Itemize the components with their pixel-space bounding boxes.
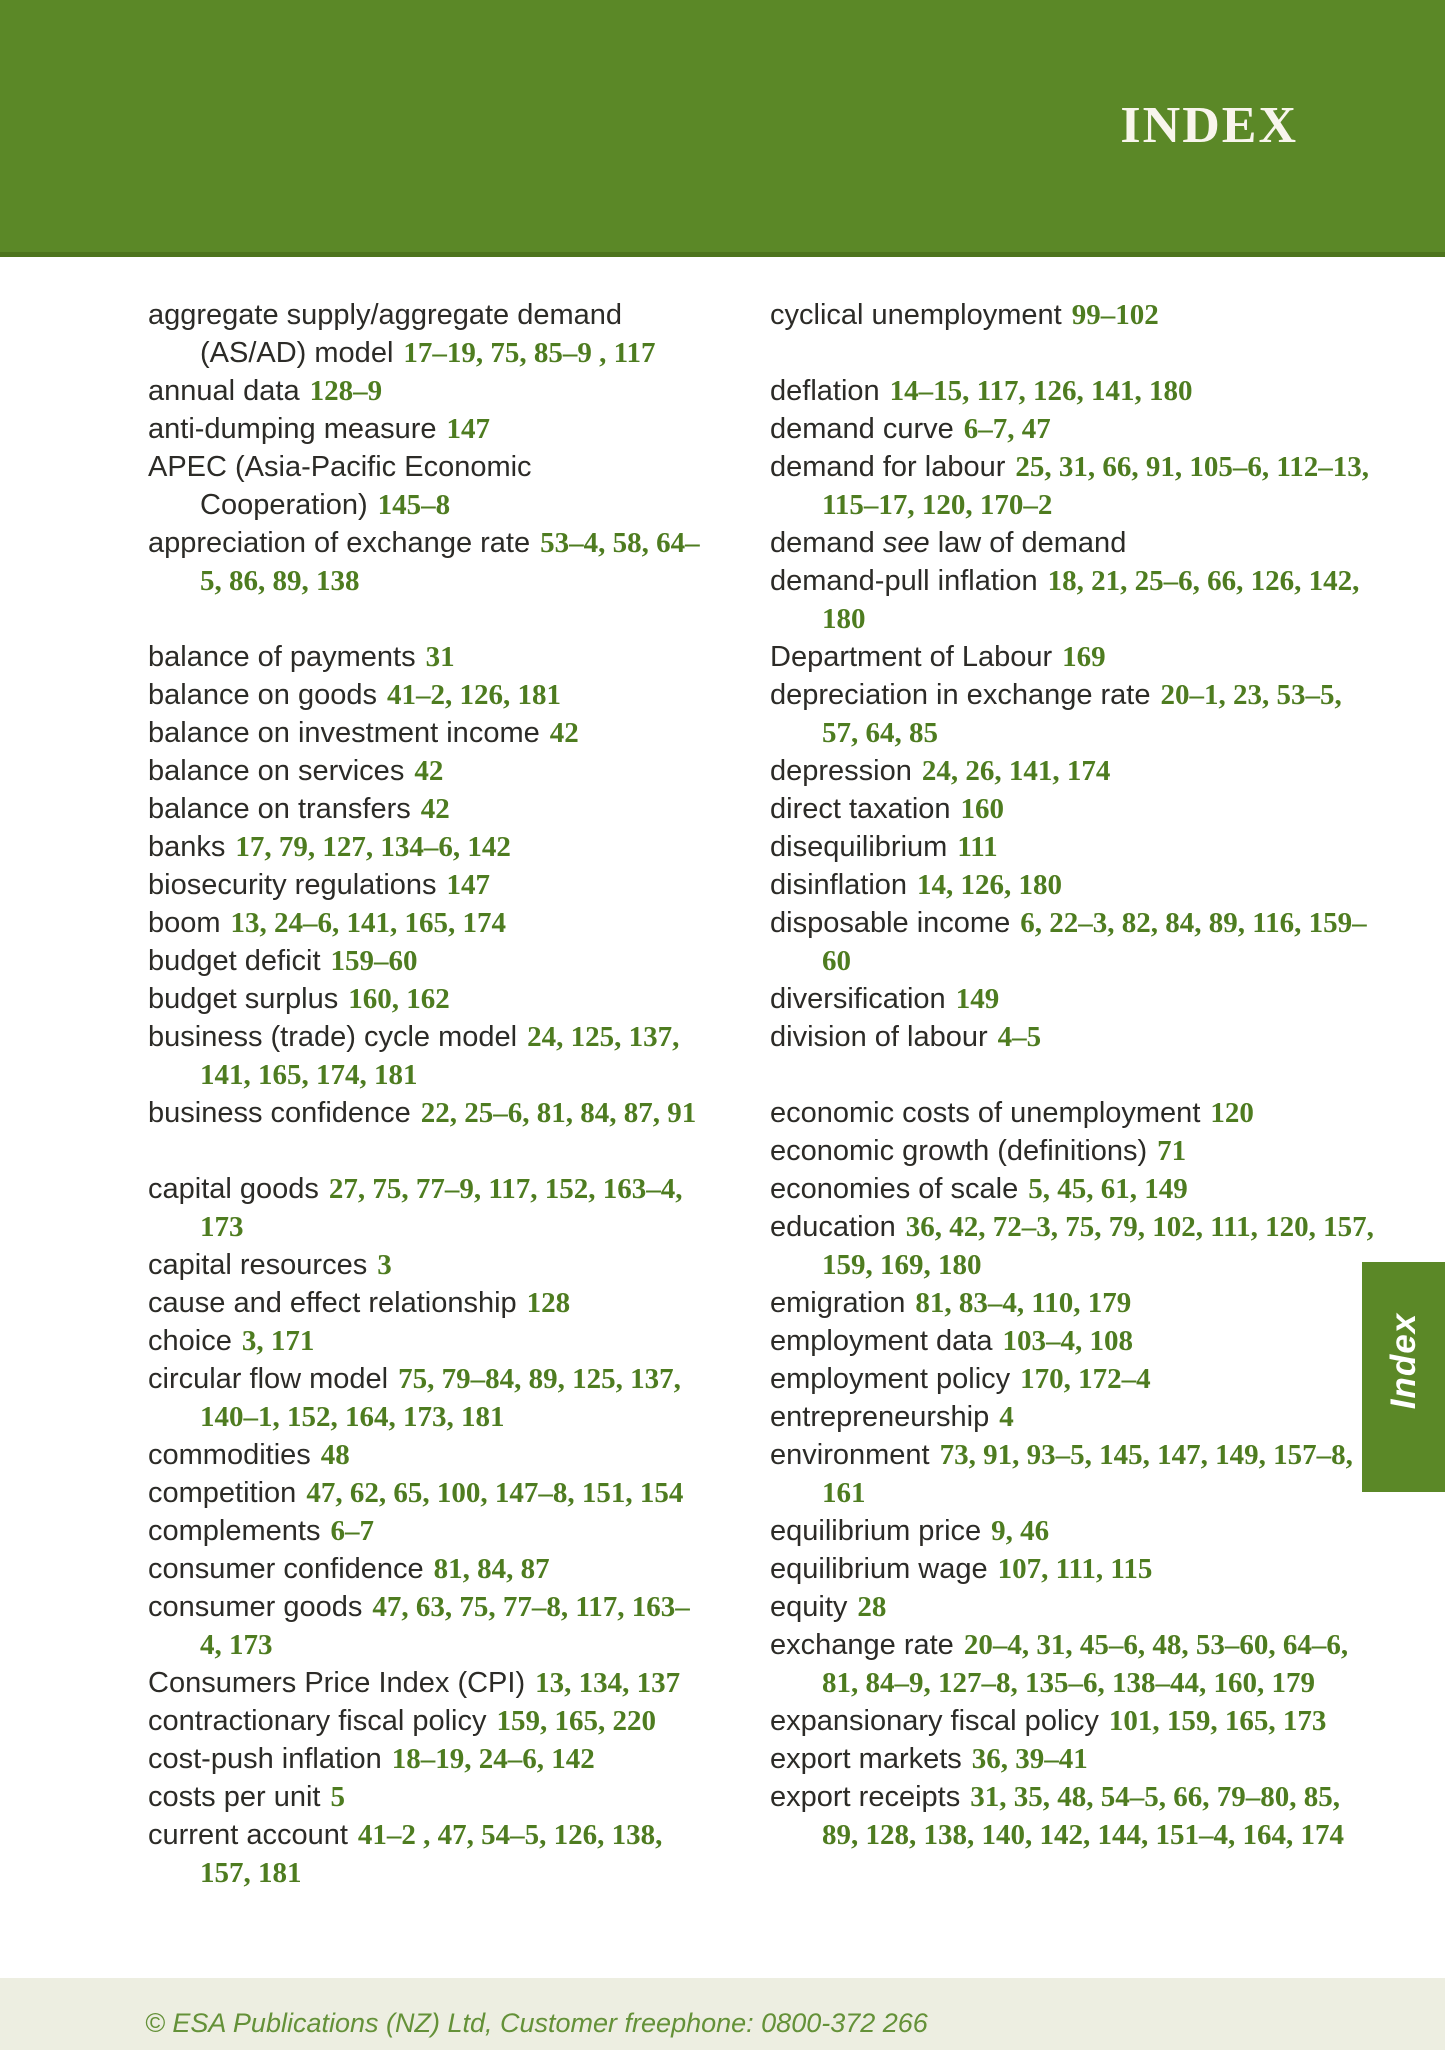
entry-term: diversification bbox=[770, 983, 946, 1015]
index-entry bbox=[770, 296, 1380, 334]
entry-term: appreciation of exchange rate bbox=[148, 527, 531, 559]
index-entry bbox=[770, 1436, 1380, 1512]
index-entry bbox=[148, 1018, 700, 1094]
entry-page-numbers: 149 bbox=[955, 983, 1000, 1015]
entry-page-numbers: 4 bbox=[999, 1401, 1014, 1433]
entry-term: equity bbox=[770, 1591, 848, 1623]
entry-page-numbers: 159, 165, 220 bbox=[496, 1705, 656, 1737]
entry-page-numbers: 160, 162 bbox=[348, 983, 450, 1015]
entry-term: demand bbox=[770, 527, 875, 559]
entry-page-numbers: 6, 22–3, 82, 84, 89, 116, 159–60 bbox=[822, 907, 1367, 977]
index-entry bbox=[148, 638, 700, 676]
index-column-left bbox=[148, 296, 700, 1892]
index-entry bbox=[148, 1322, 700, 1360]
entry-term: balance on transfers bbox=[148, 793, 411, 825]
entry-page-numbers: 81, 84, 87 bbox=[433, 1553, 550, 1585]
index-entry bbox=[148, 1664, 700, 1702]
entry-term: export receipts bbox=[770, 1781, 961, 1813]
entry-page-numbers: 6–7, 47 bbox=[963, 413, 1051, 445]
entry-page-numbers: 169 bbox=[1062, 641, 1106, 673]
index-entry bbox=[148, 1094, 700, 1132]
index-entry bbox=[770, 1132, 1380, 1170]
entry-page-numbers: 111 bbox=[957, 831, 998, 863]
entry-term: disequilibrium bbox=[770, 831, 948, 863]
entry-page-numbers: 73, 91, 93–5, 145, 147, 149, 157–8, 161 bbox=[822, 1439, 1353, 1509]
entry-page-numbers: 36, 42, 72–3, 75, 79, 102, 111, 120, 157, 159, 169, 180 bbox=[822, 1211, 1374, 1281]
index-entry bbox=[770, 1322, 1380, 1360]
entry-term: boom bbox=[148, 907, 221, 939]
index-entry bbox=[770, 410, 1380, 448]
index-entry bbox=[770, 1626, 1380, 1702]
entry-term: demand curve bbox=[770, 413, 954, 445]
entry-page-numbers: 36, 39–41 bbox=[971, 1743, 1088, 1775]
entry-term: demand for labour bbox=[770, 451, 1006, 483]
index-entry bbox=[770, 1398, 1380, 1436]
entry-page-numbers: 5, 45, 61, 149 bbox=[1028, 1173, 1188, 1205]
entry-page-numbers: 18, 21, 25–6, 66, 126, 142, 180 bbox=[822, 565, 1360, 635]
index-entry bbox=[770, 448, 1380, 524]
entry-term: competition bbox=[148, 1477, 297, 1509]
entry-page-numbers: 31 bbox=[425, 641, 455, 673]
entry-page-numbers: 107, 111, 115 bbox=[997, 1553, 1153, 1585]
entry-term: environment bbox=[770, 1439, 930, 1471]
entry-term: economic costs of unemployment bbox=[770, 1097, 1201, 1129]
entry-page-numbers: 22, 25–6, 81, 84, 87, 91 bbox=[420, 1097, 697, 1129]
entry-page-numbers: 47, 62, 65, 100, 147–8, 151, 154 bbox=[306, 1477, 684, 1509]
entry-page-numbers: 3, 171 bbox=[241, 1325, 315, 1357]
index-entry bbox=[148, 1284, 700, 1322]
index-entry bbox=[148, 1702, 700, 1740]
entry-page-numbers: 5 bbox=[330, 1781, 345, 1813]
page-footer bbox=[0, 1978, 1445, 2050]
entry-term: division of labour bbox=[770, 1021, 988, 1053]
entry-term: balance on services bbox=[148, 755, 405, 787]
index-entry bbox=[148, 1246, 700, 1284]
entry-term: economies of scale bbox=[770, 1173, 1019, 1205]
entry-term: contractionary fiscal policy bbox=[148, 1705, 487, 1737]
entry-page-numbers: 128–9 bbox=[309, 375, 383, 407]
entry-page-numbers: 3 bbox=[377, 1249, 392, 1281]
entry-page-numbers: 24, 125, 137, 141, 165, 174, 181 bbox=[200, 1021, 680, 1091]
index-entry bbox=[148, 296, 700, 372]
index-entry bbox=[770, 752, 1380, 790]
index-entry bbox=[148, 1436, 700, 1474]
index-entry bbox=[148, 942, 700, 980]
entry-page-numbers: 42 bbox=[549, 717, 579, 749]
entry-page-numbers: 147 bbox=[446, 413, 491, 445]
entry-page-numbers: 145–8 bbox=[377, 489, 451, 521]
index-entry bbox=[770, 562, 1380, 638]
entry-term: direct taxation bbox=[770, 793, 951, 825]
index-entry bbox=[770, 980, 1380, 1018]
index-entry bbox=[770, 828, 1380, 866]
entry-term: exchange rate bbox=[770, 1629, 954, 1661]
see-reference-label: see bbox=[882, 527, 930, 559]
entry-page-numbers: 14–15, 117, 126, 141, 180 bbox=[889, 375, 1193, 407]
entry-term: business confidence bbox=[148, 1097, 411, 1129]
index-side-tab bbox=[1362, 1262, 1445, 1492]
entry-page-numbers: 20–1, 23, 53–5, 57, 64, 85 bbox=[822, 679, 1342, 749]
index-entry bbox=[770, 790, 1380, 828]
index-entry bbox=[148, 714, 700, 752]
index-entry bbox=[148, 904, 700, 942]
index-entry bbox=[770, 1284, 1380, 1322]
entry-page-numbers: 27, 75, 77–9, 117, 152, 163–4, 173 bbox=[200, 1173, 683, 1243]
entry-term: economic growth (definitions) bbox=[770, 1135, 1148, 1167]
index-entry bbox=[770, 1740, 1380, 1778]
entry-term: deflation bbox=[770, 375, 880, 407]
index-entry bbox=[148, 1550, 700, 1588]
index-entry bbox=[148, 524, 700, 600]
entry-term: depreciation in exchange rate bbox=[770, 679, 1151, 711]
entry-page-numbers: 42 bbox=[420, 793, 450, 825]
index-entry bbox=[770, 638, 1380, 676]
index-entry bbox=[148, 1474, 700, 1512]
entry-term: anti-dumping measure bbox=[148, 413, 437, 445]
entry-page-numbers: 17, 79, 127, 134–6, 142 bbox=[235, 831, 511, 863]
entry-page-numbers: 103–4, 108 bbox=[1002, 1325, 1133, 1357]
footer-copyright-text: © ESA Publications (NZ) Ltd, Customer freephone: 0800-372 266 bbox=[145, 2008, 928, 2038]
entry-page-numbers: 20–4, 31, 45–6, 48, 53–60, 64–6, 81, 84–9, 127–8, 135–6, 138–44, 160, 179 bbox=[822, 1629, 1349, 1699]
page-header-band bbox=[0, 0, 1445, 257]
index-entry bbox=[770, 1094, 1380, 1132]
entry-page-numbers: 4–5 bbox=[997, 1021, 1042, 1053]
entry-page-numbers: 170, 172–4 bbox=[1020, 1363, 1151, 1395]
index-entry bbox=[148, 676, 700, 714]
index-entry bbox=[770, 1360, 1380, 1398]
entry-term: depression bbox=[770, 755, 912, 787]
entry-term: banks bbox=[148, 831, 226, 863]
entry-page-numbers: 159–60 bbox=[330, 945, 418, 977]
entry-page-numbers: 13, 24–6, 141, 165, 174 bbox=[230, 907, 507, 939]
index-entry bbox=[770, 1588, 1380, 1626]
entry-page-numbers: 128 bbox=[526, 1287, 571, 1319]
entry-term: commodities bbox=[148, 1439, 311, 1471]
entry-term: expansionary fiscal policy bbox=[770, 1705, 1099, 1737]
entry-term: complements bbox=[148, 1515, 321, 1547]
index-entry bbox=[148, 1778, 700, 1816]
index-entry bbox=[770, 1778, 1380, 1854]
entry-term: costs per unit bbox=[148, 1781, 321, 1813]
index-entry bbox=[770, 524, 1380, 562]
entry-term: balance on investment income bbox=[148, 717, 540, 749]
entry-page-numbers: 147 bbox=[446, 869, 491, 901]
entry-page-numbers: 81, 83–4, 110, 179 bbox=[915, 1287, 1132, 1319]
index-entry bbox=[770, 904, 1380, 980]
entry-term: biosecurity regulations bbox=[148, 869, 437, 901]
index-entry bbox=[148, 980, 700, 1018]
entry-term: business (trade) cycle model bbox=[148, 1021, 518, 1053]
entry-term: capital goods bbox=[148, 1173, 319, 1205]
entry-page-numbers: 41–2, 126, 181 bbox=[386, 679, 561, 711]
index-entry bbox=[148, 752, 700, 790]
entry-page-numbers: 13, 134, 137 bbox=[535, 1667, 681, 1699]
entry-term: export markets bbox=[770, 1743, 962, 1775]
index-entry bbox=[770, 1550, 1380, 1588]
entry-page-numbers: 9, 46 bbox=[991, 1515, 1050, 1547]
entry-term: cause and effect relationship bbox=[148, 1287, 517, 1319]
entry-term: current account bbox=[148, 1819, 348, 1851]
entry-page-numbers: 48 bbox=[320, 1439, 350, 1471]
entry-page-numbers: 160 bbox=[960, 793, 1005, 825]
entry-page-numbers: 71 bbox=[1157, 1135, 1187, 1167]
entry-term: Consumers Price Index (CPI) bbox=[148, 1667, 526, 1699]
entry-term: cost-push inflation bbox=[148, 1743, 382, 1775]
entry-term: annual data bbox=[148, 375, 300, 407]
entry-term: Department of Labour bbox=[770, 641, 1053, 673]
index-entry bbox=[148, 448, 700, 524]
entry-term: equilibrium price bbox=[770, 1515, 982, 1547]
index-entry bbox=[148, 1588, 700, 1664]
index-entry bbox=[770, 676, 1380, 752]
entry-term: choice bbox=[148, 1325, 232, 1357]
index-entry bbox=[148, 1816, 700, 1892]
index-entry bbox=[770, 1208, 1380, 1284]
entry-term: budget deficit bbox=[148, 945, 321, 977]
entry-term: education bbox=[770, 1211, 896, 1243]
entry-term: aggregate supply/aggregate demand (AS/AD) model bbox=[148, 299, 623, 369]
entry-page-numbers: 42 bbox=[414, 755, 444, 787]
entry-term: disinflation bbox=[770, 869, 908, 901]
entry-page-numbers: 53–4, 58, 64–5, 86, 89, 138 bbox=[200, 527, 700, 597]
index-entry bbox=[770, 866, 1380, 904]
index-entry bbox=[148, 410, 700, 448]
page-title: INDEX bbox=[1120, 97, 1298, 154]
index-column-right bbox=[770, 296, 1380, 1854]
entry-term: circular flow model bbox=[148, 1363, 389, 1395]
index-entry bbox=[770, 1512, 1380, 1550]
index-entry bbox=[770, 1018, 1380, 1056]
entry-page-numbers: 24, 26, 141, 174 bbox=[921, 755, 1111, 787]
side-tab-label: Index bbox=[1383, 1312, 1423, 1410]
entry-page-numbers: 28 bbox=[857, 1591, 887, 1623]
entry-page-numbers: 47, 63, 75, 77–8, 117, 163–4, 173 bbox=[200, 1591, 690, 1661]
entry-term: cyclical unemployment bbox=[770, 299, 1062, 331]
entry-page-numbers: 99–102 bbox=[1071, 299, 1159, 331]
index-entry bbox=[148, 866, 700, 904]
entry-page-numbers: 14, 126, 180 bbox=[917, 869, 1063, 901]
entry-term: emigration bbox=[770, 1287, 906, 1319]
entry-term: consumer goods bbox=[148, 1591, 363, 1623]
entry-page-numbers: 25, 31, 66, 91, 105–6, 112–13, 115–17, 120, 170–2 bbox=[822, 451, 1370, 521]
index-entry bbox=[148, 828, 700, 866]
entry-page-numbers: 75, 79–84, 89, 125, 137, 140–1, 152, 164, 173, 181 bbox=[200, 1363, 681, 1433]
entry-term: equilibrium wage bbox=[770, 1553, 988, 1585]
entry-page-numbers: 120 bbox=[1210, 1097, 1254, 1129]
index-entry bbox=[148, 372, 700, 410]
entry-term: balance on goods bbox=[148, 679, 377, 711]
entry-page-numbers: 41–2 , 47, 54–5, 126, 138, 157, 181 bbox=[200, 1819, 663, 1889]
entry-term: disposable income bbox=[770, 907, 1011, 939]
entry-page-numbers: 31, 35, 48, 54–5, 66, 79–80, 85, 89, 128, 138, 140, 142, 144, 151–4, 164, 174 bbox=[822, 1781, 1344, 1851]
entry-term: capital resources bbox=[148, 1249, 368, 1281]
entry-page-numbers: 6–7 bbox=[330, 1515, 374, 1547]
entry-term: demand-pull inflation bbox=[770, 565, 1038, 597]
index-entry bbox=[770, 1170, 1380, 1208]
entry-term: APEC (Asia-Pacific Economic Cooperation) bbox=[148, 451, 532, 521]
entry-page-numbers: 18–19, 24–6, 142 bbox=[391, 1743, 595, 1775]
entry-term: consumer confidence bbox=[148, 1553, 424, 1585]
index-entry bbox=[770, 1702, 1380, 1740]
index-entry bbox=[148, 1512, 700, 1550]
entry-term: entrepreneurship bbox=[770, 1401, 990, 1433]
entry-page-numbers: 101, 159, 165, 173 bbox=[1108, 1705, 1327, 1737]
see-reference-target: law of demand bbox=[937, 527, 1127, 559]
index-entry bbox=[148, 1170, 700, 1246]
index-entry bbox=[148, 790, 700, 828]
index-entry bbox=[770, 372, 1380, 410]
index-entry bbox=[148, 1740, 700, 1778]
entry-term: budget surplus bbox=[148, 983, 339, 1015]
entry-page-numbers: 17–19, 75, 85–9 , 117 bbox=[403, 337, 656, 369]
entry-term: employment policy bbox=[770, 1363, 1011, 1395]
index-entry bbox=[148, 1360, 700, 1436]
entry-term: employment data bbox=[770, 1325, 993, 1357]
entry-term: balance of payments bbox=[148, 641, 416, 673]
